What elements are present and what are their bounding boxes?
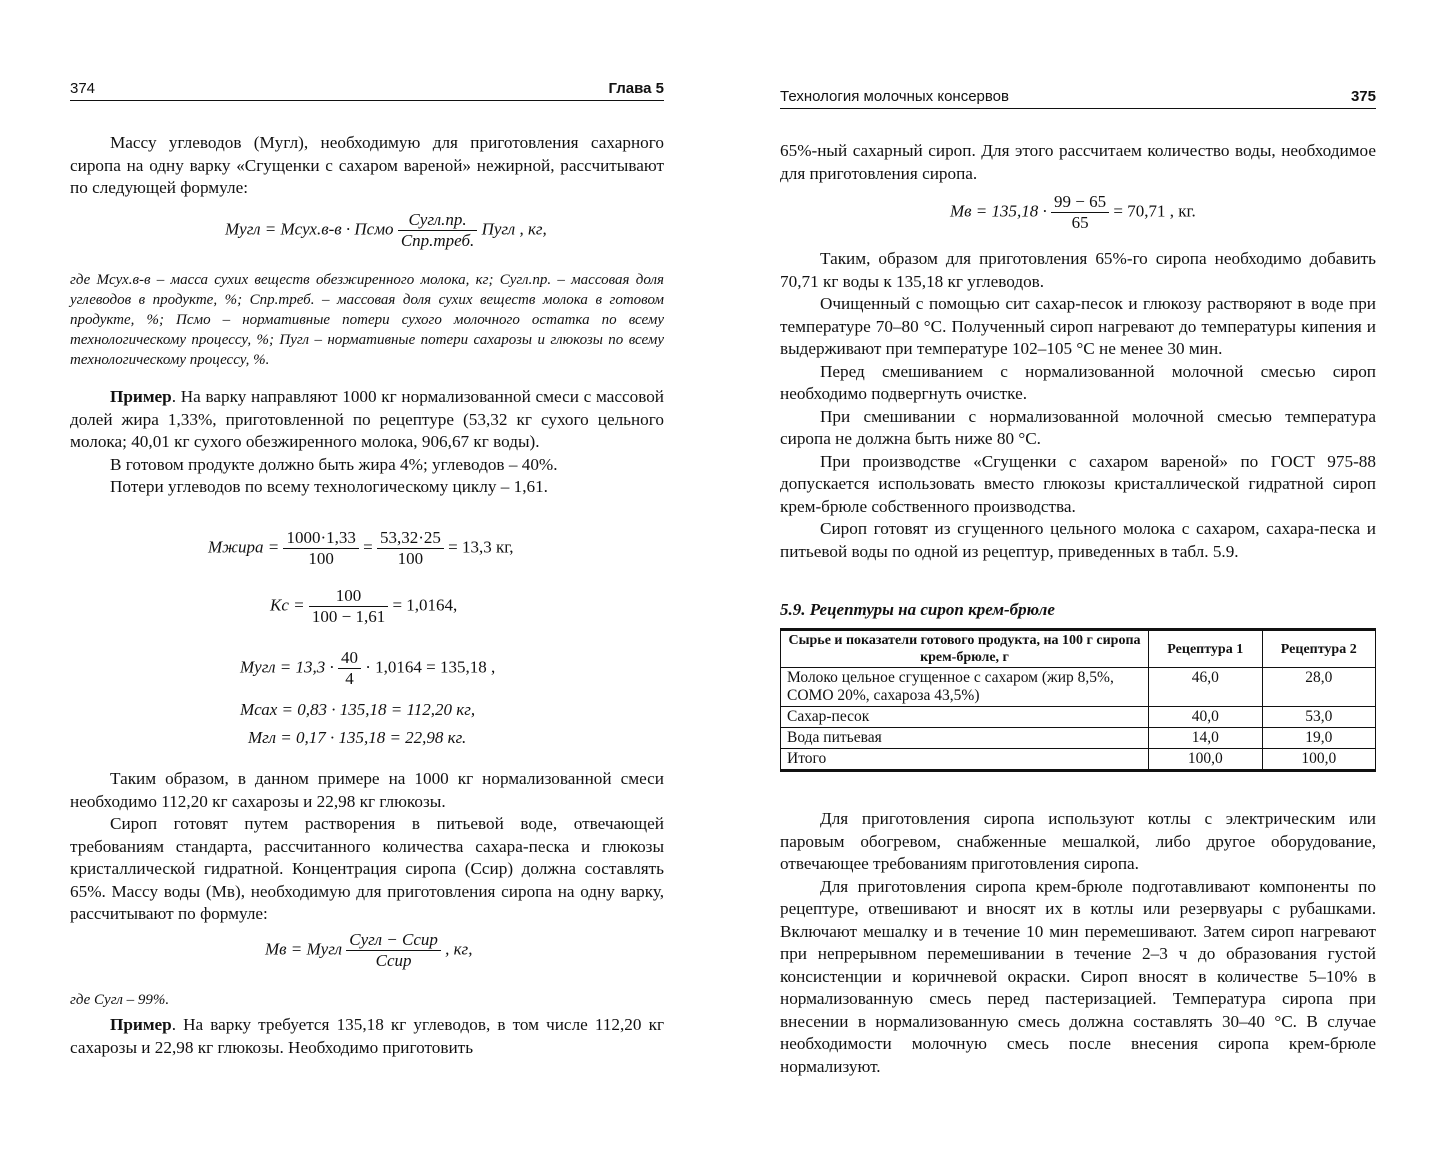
table-cell: 100,0 bbox=[1149, 749, 1263, 771]
example-2-label: Пример bbox=[110, 1015, 172, 1034]
formula-carbs-num: Cугл.пр. bbox=[398, 210, 478, 231]
formula-fat-den1: 100 bbox=[308, 549, 334, 568]
formula-fat-result: = 13,3 кг, bbox=[448, 537, 514, 557]
table-cell: 28,0 bbox=[1262, 668, 1376, 707]
table-cell: Итого bbox=[781, 749, 1149, 771]
example-label: Пример bbox=[110, 387, 172, 406]
example-paragraph bbox=[70, 386, 664, 454]
paragraph-2: Очищенный с помощью сит сахар-песок и глюкозу растворяют в воде при температуре 70–80 °С. Полученный сироп нагревают до температуры кипения и выдерживают при температуре 102–105 °С не менее 30 мин. bbox=[780, 294, 1376, 358]
table-caption: 5.9. Рецептуры на сироп крем-брюле bbox=[780, 600, 1055, 619]
example-1-block bbox=[70, 386, 664, 499]
formula-water-num: Cугл − Cсир bbox=[346, 930, 441, 951]
syrup-paragraph: Сироп готовят путем растворения в питьевой воде, отвечающей требованиям стандарта, рассчитанного количества сахара-песка и глюкозы кристаллической гидратной. Концентрация сиропа (Cсир) должна составлять 65%. Массу воды (Mв), необходимую для приготовления сиропа на одну варку, рассчитывают по формуле: bbox=[70, 814, 664, 923]
result-paragraph: Таким образом, в данном примере на 1000 кг нормализованной смеси необходимо 112,20 кг сахарозы и 22,98 кг глюкозы. bbox=[70, 769, 664, 811]
paragraph-1: Таким, образом для приготовления 65%-го сиропа необходимо добавить 70,71 кг воды к 135,18 кг углеводов. bbox=[780, 249, 1376, 291]
recipe-table bbox=[780, 628, 1376, 772]
loss-paragraph: Потери углеводов по всему технологическому циклу – 1,61. bbox=[110, 477, 548, 496]
body-block bbox=[780, 248, 1376, 563]
formula-water-calc-lhs: Mв = 135,18 · bbox=[950, 201, 1047, 221]
example-2-block bbox=[70, 1014, 664, 1059]
formula-m-ugl-result: · 1,0164 = 135,18 , bbox=[365, 657, 496, 677]
table-row bbox=[781, 668, 1376, 707]
formula-m-ugl-num: 40 bbox=[338, 648, 361, 669]
table-cell: Молоко цельное сгущенное с сахаром (жир 8,5%, СОМО 20%, сахароза 43,5%) bbox=[781, 668, 1149, 707]
chapter-title: Глава 5 bbox=[608, 80, 664, 97]
formula-carbs bbox=[225, 210, 547, 251]
table-cell: 53,0 bbox=[1262, 707, 1376, 728]
table-header-row bbox=[781, 630, 1376, 668]
formula-k-num: 100 bbox=[309, 586, 388, 607]
table-cell: Вода питьевая bbox=[781, 728, 1149, 749]
formula-fat-den2: 100 bbox=[397, 549, 424, 568]
table-header-cell: Рецептура 1 bbox=[1149, 630, 1263, 668]
formula-carbs-tail: Пугл , кг, bbox=[481, 219, 547, 239]
formula-water bbox=[265, 930, 472, 971]
formula-fat-lhs: Mжира = bbox=[208, 537, 280, 557]
formula-water-lhs: Mв = Mугл bbox=[265, 939, 343, 959]
right-page-header bbox=[780, 86, 1376, 109]
formula-k bbox=[270, 586, 457, 627]
formula-water-calc-den: 65 bbox=[1071, 213, 1089, 232]
formula-m-ugl bbox=[240, 648, 495, 689]
formula-sucrose: Mсах = 0,83 · 135,18 = 112,20 кг, bbox=[240, 700, 476, 719]
paragraph-4: При смешивании с нормализованной молочной смесью температура сиропа не должна быть ниже 80 °С. bbox=[780, 406, 1376, 448]
table-cell: 14,0 bbox=[1149, 728, 1263, 749]
formula-fat: Mжира = $\frac{1000\cdot 1,33}{100}$ = $\frac{53,32\cdot 25}{100}$ = 13,3 кг, bbox=[208, 528, 514, 568]
paragraph-8: Для приготовления сиропа крем-брюле подготавливают компоненты по рецептуре, отвешивают и вносят их в котлы или резервуары с рубашками. Включают мешалку и в течение 10 мин перемешивают. Затем сироп нагревают при непрерывном перемешивании в течение 2–3 ч до образования густой консистенции и коричневой окраски. Сироп вносят в количестве 5–10% в нормализованную смесь перед пастеризацией. Температура сиропа при внесении в нормализованную смесь должна составлять 30–40 °С. В случае необходимости молочную смесь после внесения сиропа крем-брюле нормализуют. bbox=[780, 876, 1376, 1076]
paragraph-3: Перед смешиванием с нормализованной молочной смесью сироп необходимо подвергнуть очистке. bbox=[780, 361, 1376, 403]
running-head: Технология молочных консервов bbox=[780, 88, 1009, 105]
intro-block bbox=[70, 132, 664, 200]
paragraph-5: При производстве «Сгущенки с сахаром вареной» по ГОСТ 975-88 допускается использовать вместо глюкозы кристаллической гидратной сироп крем-брюле собственного производства. bbox=[780, 451, 1376, 516]
formula-notes: где Mсух.в-в – масса сухих веществ обезжиренного молока, кг; Cугл.пр. – массовая доля углеводов в продукте, %; Cпр.треб. – массовая доля сухих веществ молока в готовом продукте, %; Псмо – нормативные потери сухого молочного остатка по всему технологическому процессу, %; Пугл – нормативные потери сахарозы и глюкозы по всему технологическому процессу, %. bbox=[70, 272, 664, 368]
formula-glucose: Mгл = 0,17 · 135,18 = 22,98 кг. bbox=[248, 728, 467, 747]
example-text: . На варку направляют 1000 кг нормализованной смеси с массовой долей жира 1,33%, приготовленной по рецептуре (53,32 кг сухого цельного молока; 40,01 кг сухого обезжиренного молока, 906,67 кг воды). bbox=[70, 387, 664, 451]
formula-k-lhs: Kс = bbox=[270, 595, 305, 615]
page-number: 375 bbox=[1350, 88, 1376, 105]
paragraph-7: Для приготовления сиропа используют котлы с электрическим или паровым обогревом, снабженные мешалкой, либо другое оборудование, отвечающее требованиям приготовления сиропа. bbox=[780, 809, 1376, 873]
continuation-paragraph: 65%-ный сахарный сироп. Для этого рассчитаем количество воды, необходимое для приготовления сиропа. bbox=[780, 141, 1376, 183]
formula-water-calc-result: = 70,71 , кг. bbox=[1113, 201, 1196, 221]
table-header-cell: Сырье и показатели готового продукта, на 100 г сиропа крем-брюле, г bbox=[781, 630, 1149, 668]
result-block bbox=[70, 768, 664, 926]
note-block-1 bbox=[70, 270, 664, 370]
continuation-block bbox=[780, 140, 1376, 185]
fat-paragraph: В готовом продукте должно быть жира 4%; углеводов – 40%. bbox=[110, 454, 558, 474]
formula-water-note: где Cугл – 99%. bbox=[70, 992, 170, 1008]
table-row bbox=[781, 749, 1376, 771]
example-2-text: . На варку требуется 135,18 кг углеводов, в том числе 112,20 кг сахарозы и 22,98 кг глюкозы. Необходимо приготовить bbox=[70, 1015, 664, 1057]
note-block-2 bbox=[70, 990, 664, 1010]
table-cell: 19,0 bbox=[1262, 728, 1376, 749]
table-row bbox=[781, 707, 1376, 728]
table-cell: 40,0 bbox=[1149, 707, 1263, 728]
formula-fat-num1: 1000·1,33 bbox=[283, 528, 358, 549]
table-cell: 100,0 bbox=[1262, 749, 1376, 771]
equipment-block bbox=[780, 808, 1376, 1078]
formula-water-calc bbox=[950, 192, 1196, 233]
formula-carbs-lhs: Mугл = Mсух.в-в · Псмо bbox=[225, 219, 394, 239]
formula-fat-num2: 53,32·25 bbox=[377, 528, 444, 549]
formula-m-ugl-lhs: Mугл = 13,3 · bbox=[240, 657, 334, 677]
formula-k-result: = 1,0164, bbox=[392, 595, 458, 615]
formula-m-ugl-den: 4 bbox=[345, 669, 354, 688]
example-2-paragraph bbox=[70, 1014, 664, 1059]
intro-paragraph: Массу углеводов (Mугл), необходимую для приготовления сахарного сиропа на одну варку «Сгущенки с сахаром вареной» нежирной, рассчитывают по следующей формуле: bbox=[70, 133, 664, 197]
formula-water-tail: , кг, bbox=[445, 939, 473, 959]
page-number: 374 bbox=[70, 80, 96, 97]
paragraph-6: Сироп готовят из сгущенного цельного молока с сахаром, сахара-песка и питьевой воды по одной из рецептур, приведенных в табл. 5.9. bbox=[780, 519, 1376, 561]
formula-k-den: 100 − 1,61 bbox=[311, 607, 386, 626]
table-cell: Сахар-песок bbox=[781, 707, 1149, 728]
formula-water-calc-num: 99 − 65 bbox=[1051, 192, 1109, 213]
table-cell: 46,0 bbox=[1149, 668, 1263, 707]
formula-water-den: Cсир bbox=[375, 951, 412, 970]
table-row bbox=[781, 728, 1376, 749]
table-header-cell: Рецептура 2 bbox=[1262, 630, 1376, 668]
formula-carbs-den: Cпр.треб. bbox=[400, 231, 475, 250]
left-page-header bbox=[70, 78, 664, 101]
